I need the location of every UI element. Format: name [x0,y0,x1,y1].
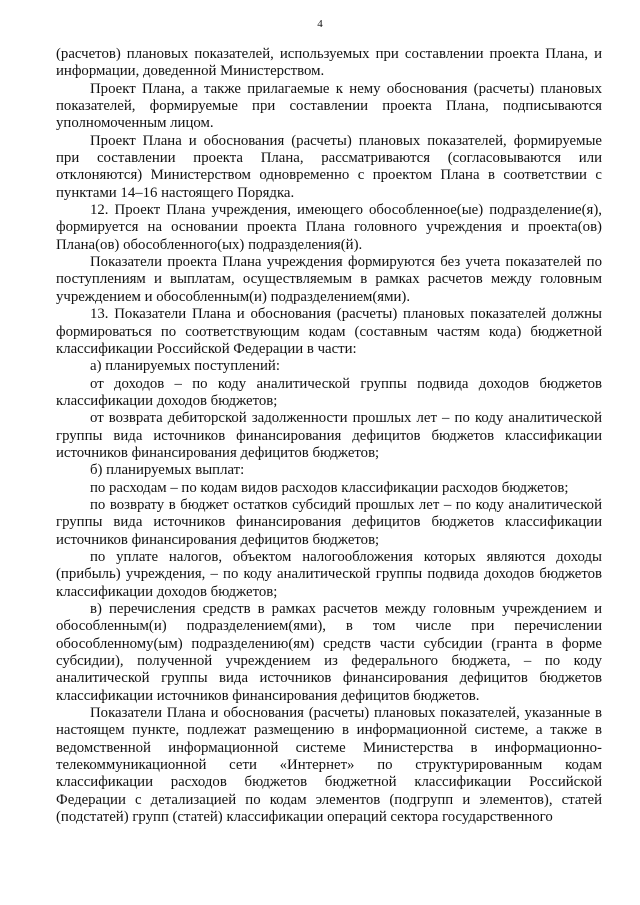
paragraph: Проект Плана и обоснования (расчеты) плановых показателей, формируемые при составлении проекта Плана, рассматриваются (согласовываются или отклоняются) Министерством одновременно с проектом Плана в соответствии с пунктами 14–16 настоящего Порядка. [56,132,602,201]
paragraph: по возврату в бюджет остатков субсидий прошлых лет – по коду аналитической группы вида источников финансирования дефицитов бюджетов классификации источников финансирования дефицитов бюджетов; [56,496,602,548]
paragraph: Показатели проекта Плана учреждения формируются без учета показателей по поступлениям и выплатам, осуществляемым в рамках расчетов между головным учреждением и обособленным(и) подразделением(ями). [56,254,602,305]
paragraph: по уплате налогов, объектом налогообложения которых являются доходы (прибыль) учреждения, – по коду аналитической группы подвида доходов бюджетов классификации доходов бюджетов; [56,548,602,600]
document-body [56,46,602,826]
paragraph: (расчетов) плановых показателей, используемых при составлении проекта Плана, и информации, доведенной Министерством. [56,46,602,80]
paragraph: Проект Плана, а также прилагаемые к нему обоснования (расчеты) плановых показателей, формируемые при составлении проекта Плана, подписываются уполномоченным лицом. [56,80,602,132]
page-number: 4 [317,18,323,30]
paragraph: Показатели Плана и обоснования (расчеты) плановых показателей, указанные в настоящем пункте, подлежат размещению в информационной системе, а также в ведомственной информационной системе Министерства в информационно-телекоммуникационной сети «Интернет» по структурированным кодам классификации расходов бюджетов бюджетной классификации Российской Федерации с детализацией по кодам элементов (подгрупп и элементов), статей (подстатей) групп (статей) классификации операций сектора государственного [56,705,602,826]
paragraph: от доходов – по коду аналитической группы подвида доходов бюджетов классификации доходов бюджетов; [56,375,602,409]
paragraph: а) планируемых поступлений: [90,358,280,375]
paragraph: 13. Показатели Плана и обоснования (расчеты) плановых показателей должны формироваться по соответствующим кодам (составным частям кода) бюджетной классификации Российской Федерации в части: [56,306,602,357]
paragraph: от возврата дебиторской задолженности прошлых лет – по коду аналитической группы вида источников финансирования дефицитов бюджетов классификации источников финансирования дефицитов бюджетов; [56,410,602,461]
paragraph: по расходам – по кодам видов расходов классификации расходов бюджетов; [90,479,569,496]
paragraph: в) перечисления средств в рамках расчетов между головным учреждением и обособленным(и) подразделением(ями), в том числе при перечислении обособленному(ым) подразделению(ям) средств части субсидии (гранта в форме субсидии), полученной учреждением из федерального бюджета, – по коду аналитической группы вида источников финансирования дефицитов бюджетов классификации источников финансирования дефицитов бюджетов. [56,601,602,704]
paragraph: б) планируемых выплат: [90,462,245,479]
paragraph: 12. Проект Плана учреждения, имеющего обособленное(ые) подразделение(я), формируется на основании проекта Плана головного учреждения и проекта(ов) Плана(ов) обособленного(ых) подразделения(й). [56,202,602,253]
